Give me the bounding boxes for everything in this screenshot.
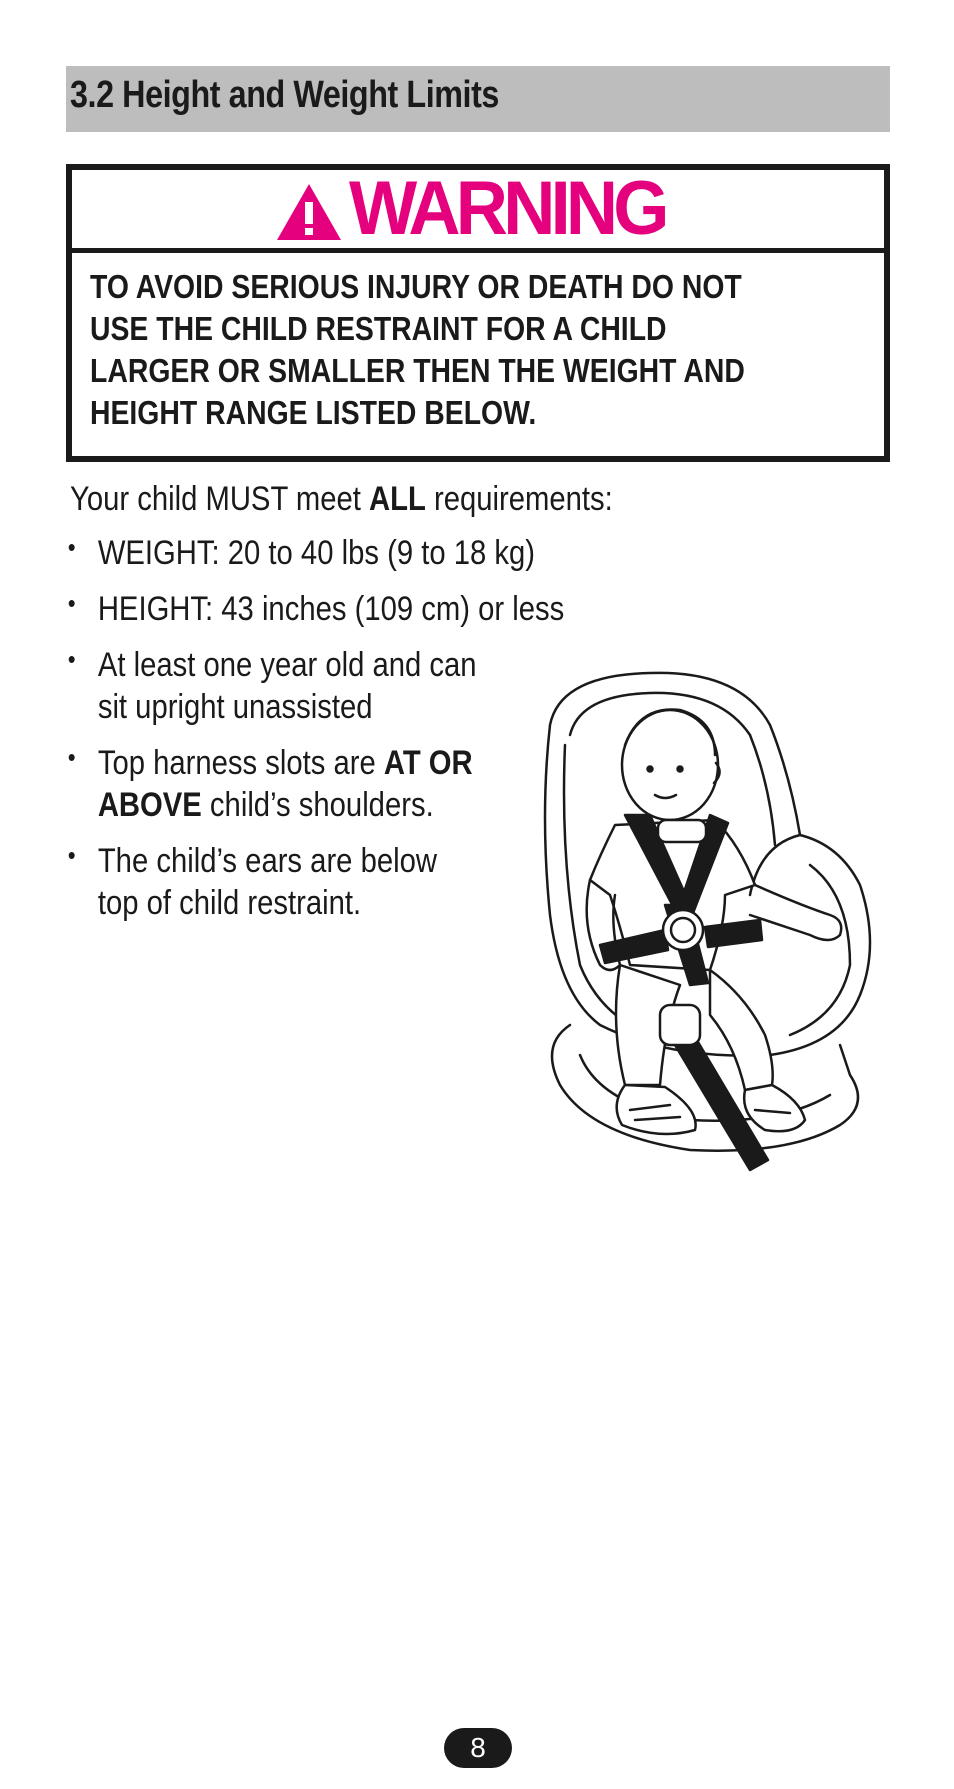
requirement-text: The child’s ears are below: [97, 842, 437, 880]
requirement-emphasis: AT OR: [383, 744, 473, 782]
intro-text: Your child MUST meet: [70, 480, 370, 518]
section-title: 3.2 Height and Weight Limits: [70, 74, 499, 116]
intro-emphasis: ALL: [369, 480, 426, 518]
requirement-harness: [66, 742, 564, 826]
requirement-text: Top harness slots are: [97, 744, 384, 782]
warning-header: [72, 166, 884, 253]
requirements-intro: [70, 478, 613, 520]
bullet-icon: •: [67, 840, 76, 870]
requirement-text: At least one year old and can: [97, 646, 477, 684]
child-car-seat-illustration: [510, 665, 890, 1185]
warning-text: [90, 266, 864, 434]
warning-line: USE THE CHILD RESTRAINT FOR A CHILD: [90, 310, 667, 347]
intro-text-end: requirements:: [425, 480, 613, 518]
bullet-icon: •: [67, 644, 76, 674]
bullet-icon: •: [67, 532, 76, 562]
requirement-text: top of child restraint.: [97, 884, 362, 922]
warning-triangle-icon: [275, 182, 343, 242]
section-header-bar: [66, 66, 890, 132]
warning-line: TO AVOID SERIOUS INJURY OR DEATH DO NOT: [90, 268, 742, 305]
requirement-text: HEIGHT: 43 inches (109 cm) or less: [97, 590, 565, 628]
requirement-weight: [66, 532, 564, 574]
requirement-ears: [66, 840, 564, 924]
bullet-icon: •: [67, 742, 76, 772]
warning-word: WARNING: [348, 166, 665, 251]
bullet-icon: •: [67, 588, 76, 618]
requirement-text: sit upright unassisted: [97, 688, 373, 726]
warning-box: [66, 164, 890, 462]
warning-line: LARGER OR SMALLER THEN THE WEIGHT AND: [90, 352, 745, 389]
requirement-height: [66, 588, 564, 630]
page-number: 8: [444, 1728, 512, 1768]
requirement-text: child’s shoulders.: [201, 786, 434, 824]
requirement-age: [66, 644, 564, 728]
requirement-text: WEIGHT: 20 to 40 lbs (9 to 18 kg): [97, 534, 535, 572]
requirement-emphasis: ABOVE: [97, 786, 202, 824]
warning-line: HEIGHT RANGE LISTED BELOW.: [90, 394, 537, 431]
